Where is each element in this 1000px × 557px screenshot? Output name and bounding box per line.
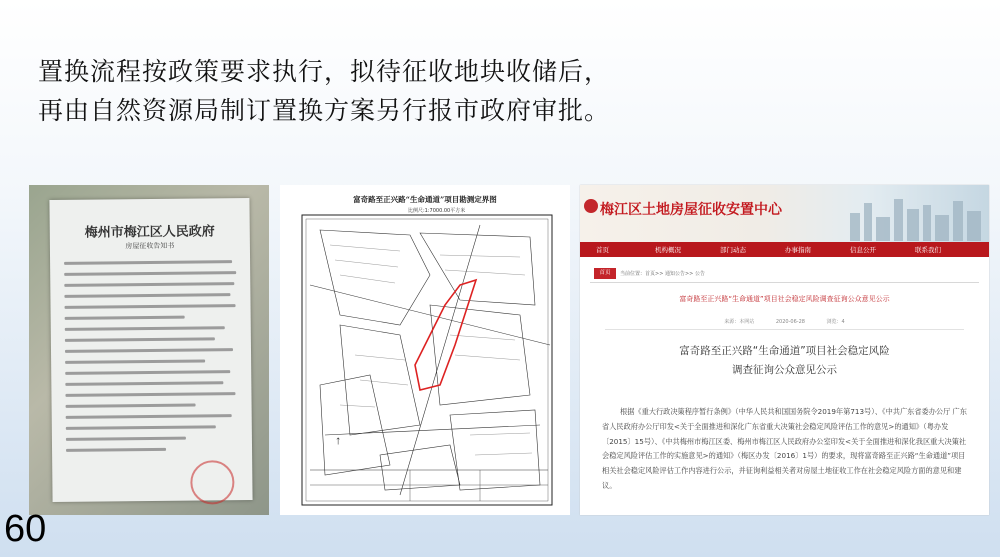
notice-text-line [64, 260, 232, 265]
notice-paper [49, 198, 252, 502]
svg-text:→: → [329, 435, 343, 447]
page-number: 60 [4, 508, 47, 550]
notice-text-line [65, 326, 225, 331]
notice-text-line [64, 293, 230, 298]
nav-about[interactable]: 机构概况 [655, 246, 681, 254]
notice-text-line [65, 381, 223, 386]
slide-heading [38, 52, 978, 130]
notice-text-line [65, 304, 236, 309]
heading-line-1: 置换流程按政策要求执行，拟待征收地块收储后， [38, 57, 611, 86]
nav-news[interactable]: 部门动态 [720, 246, 746, 254]
nav-home[interactable]: 首页 [596, 246, 609, 254]
divider [605, 329, 964, 330]
notice-text-line [66, 404, 196, 408]
notice-text-line [64, 271, 236, 276]
notice-text-line [64, 282, 234, 287]
city-skyline-icon [830, 191, 989, 241]
notice-body-lines [49, 198, 249, 200]
meta-views: 浏览：4 [826, 319, 845, 325]
notice-text-line [65, 337, 215, 342]
nav-info[interactable]: 信息公开 [850, 246, 876, 254]
article-title-line-2: 调查征询公众意见公示 [732, 364, 837, 376]
notice-title: 房屋征收告知书 [125, 241, 175, 251]
red-seal-icon [190, 460, 234, 504]
breadcrumb-home[interactable]: 首页 [594, 268, 616, 279]
meta-date: 2020-06-28 [775, 319, 805, 325]
notice-text-line [65, 348, 233, 353]
survey-map-title: 富奇路至正兴路“生命通道”项目勘测定界图 [353, 195, 497, 204]
nav-guide[interactable]: 办事指南 [785, 246, 811, 254]
notice-text-line [65, 316, 185, 320]
meta-source: 来源：本网站 [724, 319, 755, 325]
website-screenshot [580, 185, 989, 515]
divider [590, 282, 979, 283]
notice-issuer: 梅州市梅江区人民政府 [84, 224, 215, 241]
nav-contact[interactable]: 联系我们 [915, 246, 941, 254]
notice-text-line [65, 359, 205, 363]
notice-headline: 富奇路至正兴路“生命通道”项目社会稳定风险调查征询公众意见公示 [679, 295, 890, 303]
notice-text-line [66, 437, 186, 441]
article-meta [580, 318, 989, 325]
notice-text-line [66, 448, 166, 452]
breadcrumb: 当前位置：首页>> 通知公告>> 公告 [620, 271, 705, 277]
article-title-line-1: 富奇路至正兴路“生命通道”项目社会稳定风险 [679, 345, 890, 357]
site-logo-icon [584, 199, 598, 213]
notice-text-line [66, 425, 216, 430]
article-body: 根据《重大行政决策程序暂行条例》（中华人民共和国国务院令2019年第713号）、《中共广东省委办公厅 广东省人民政府办公厅印发<关于全面推进和深化广东省重大决策社会稳定风险评估工作的意见>的通知》（粤办发〔2015〕15号）、《中共梅州市梅江区委、梅州市梅江区人民政府办公室印发<关于全面推进和深化我区重大决策社会稳定风险评估工作的实施意见>的通知》（梅区办发〔2016〕1号）的要求，现将富奇路至正兴路“生命通道”项目相关社会稳定风险评估工作内容进行公示，并征询利益相关者对房屋土地征收工作在社会稳定风险方面的意见和建议。 [602, 407, 967, 490]
notice-text-line [65, 392, 235, 397]
article-title [580, 342, 989, 380]
survey-map-scale: 比例尺:1:7000.00平方米 [408, 208, 466, 214]
site-title: 梅江区土地房屋征收安置中心 [600, 202, 782, 218]
survey-map-drawing [280, 185, 570, 515]
heading-line-2: 再由自然资源局制订置换方案另行报市政府审批。 [38, 96, 611, 125]
survey-map [280, 185, 570, 515]
site-nav [580, 242, 989, 257]
notice-text-line [65, 370, 230, 375]
notice-text-line [66, 414, 232, 419]
notice-photo [29, 185, 269, 515]
site-banner [580, 185, 989, 242]
